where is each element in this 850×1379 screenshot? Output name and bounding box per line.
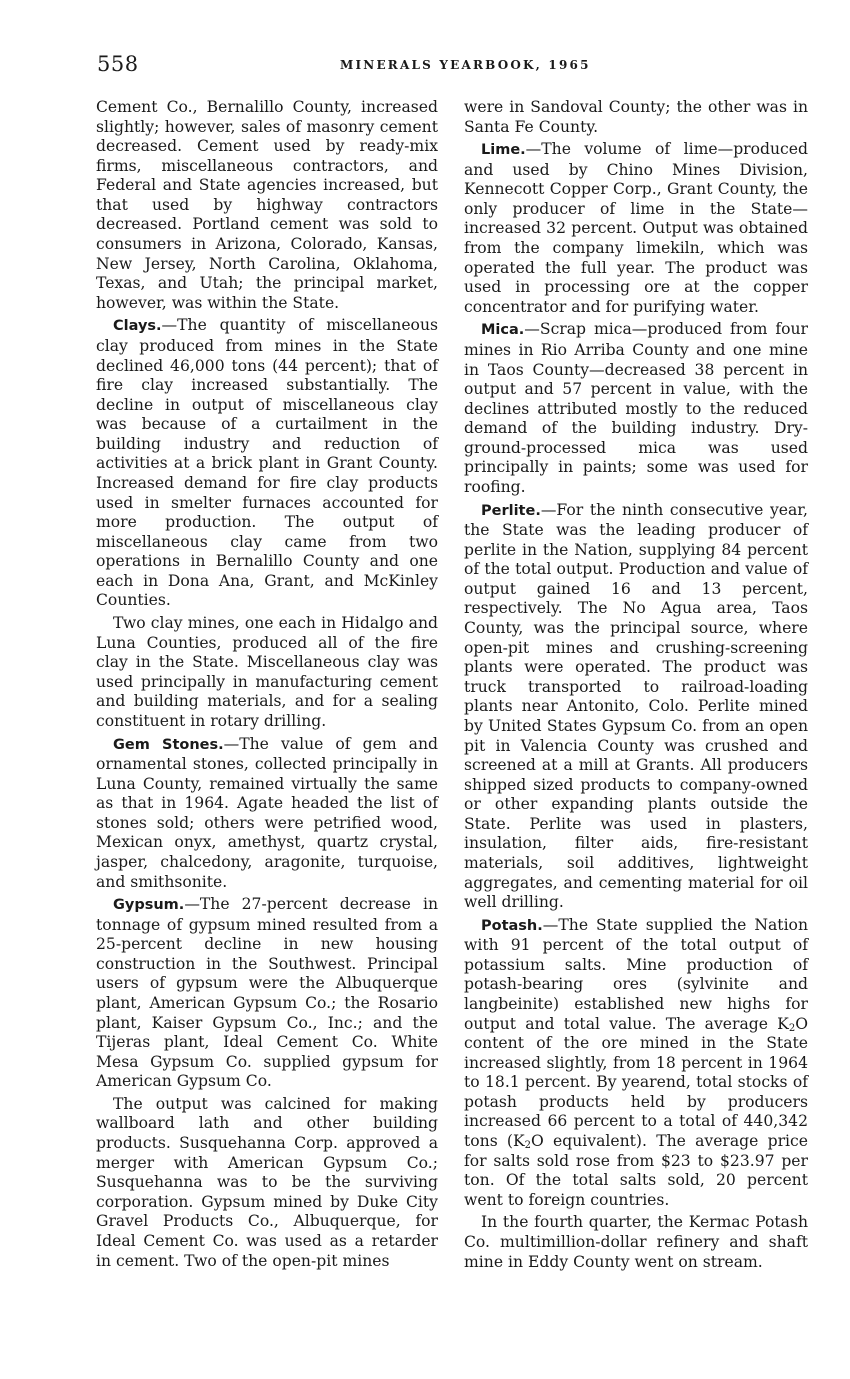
- gypsum-text: —The 27-percent decrease in tonnage of gypsum mined resulted from a 25-percent decline in new housing construction in the Southwest. Principal users of gypsum were the Albuquerque plant, American Gypsum Co.; the Rosario plant, Kaiser Gypsum Co., Inc.; and the Tijeras plant, Ideal Cement Co. White Mesa Gypsum Co. supplied gypsum for American Gypsum Co.: [96, 895, 438, 1091]
- gypsum-continuation: were in Sandoval County; the other was in Santa Fe County.: [464, 98, 808, 136]
- left-column: [96, 98, 438, 1271]
- mica-heading: Mica.: [481, 322, 525, 339]
- clays-paragraph-2: Two clay mines, one each in Hidalgo and Luna Counties, produced all of the fire clay in the State. Miscellaneous clay was used principally in manufacturing cement and building materials, and for a sealing constituent in rotary drilling.: [96, 614, 438, 730]
- lime-heading: Lime.: [481, 142, 526, 159]
- potash-subscript-2: 2: [524, 1140, 532, 1152]
- lime-paragraph: [464, 140, 808, 317]
- perlite-paragraph: [464, 501, 808, 913]
- gem-stones-text: —The value of gem and ornamental stones, collected principally in Luna County, remained virtually the same as that in 1964. Agate headed the list of stones sold; others were petrified wood, Mexican onyx, amethyst, quartz crystal, jasper, chalcedony, aragonite, turquoise, and smithsonite.: [96, 734, 439, 891]
- page-number: 558: [97, 52, 139, 76]
- right-column: [464, 98, 808, 1272]
- cement-continuation: Cement Co., Bernalillo County, increased slightly; however, sales of masonry cement decreased. Cement used by ready-mix firms, miscellaneous contractors, and Federal and State agencies increased, but that used by highway contractors decreased. Portland cement was sold to consumers in Arizona, Colorado, Kansas, New Jersey, North Carolina, Oklahoma, Texas, and Utah; the principal market, however, was within the State.: [96, 98, 438, 312]
- gypsum-paragraph-2: The output was calcined for making wallboard lath and other building products. Susquehanna Corp. approved a merger with American Gypsum Co.; Susquehanna was to be the surviving corporation. Gypsum mined by Duke City Gravel Products Co., Albuquerque, for Ideal Cement Co. was used as a retarder in cement. Two of the open-pit mines: [96, 1094, 438, 1270]
- gem-stones-paragraph: [96, 735, 438, 893]
- clays-text: —The quantity of miscellaneous clay produced from mines in the State declined 46,000 tons (44 percent); that of fire clay increased substantially. The decline in output of miscellaneous clay was because of a curtailment in the building industry and reduction of activities at a brick plant in Grant County. Increased demand for fire clay products used in smelter furnaces accounted for more production. The output of miscellaneous clay came from two operations in Bernalillo County and one each in Dona Ana, Grant, and McKinley Counties.: [96, 316, 438, 610]
- running-head: MINERALS YEARBOOK, 1965: [340, 58, 591, 72]
- gypsum-heading: Gypsum.: [113, 897, 185, 914]
- potash-heading: Potash.: [481, 917, 543, 934]
- potash-subscript-1: 2: [788, 1022, 796, 1034]
- potash-paragraph: [464, 916, 808, 1211]
- potash-text-b: O content of the ore mined in the State increased slightly, from 18 percent in 1964 to 18.1 percent. By yearend, total stocks of potash products held by producers increased 66 percent to a total of 440,342 tons (K: [464, 1014, 808, 1151]
- perlite-heading: Perlite.: [481, 502, 541, 519]
- mica-paragraph: [464, 320, 808, 497]
- clays-paragraph: [96, 316, 438, 611]
- lime-text: —The volume of lime—produced and used by Chino Mines Division, Kennecott Copper Corp., Grant County, the only producer of lime in the State—increased 32 percent. Output was obtained from the company limekiln, which was operated the full year. The product was used in processing ore at the copper concentrator and for purifying water.: [464, 140, 808, 316]
- gem-stones-heading: Gem Stones.: [113, 736, 224, 753]
- potash-paragraph-2: In the fourth quarter, the Kermac Potash Co. multimillion-dollar refinery and shaft mine in Eddy County went on stream.: [464, 1213, 808, 1271]
- clays-heading: Clays.: [113, 318, 162, 335]
- potash-text-c: O equivalent). The average price for salts sold rose from $23 to $23.97 per ton. Of the total salts sold, 20 percent went to foreign countries.: [464, 1132, 808, 1209]
- gypsum-paragraph: [96, 895, 438, 1092]
- potash-text-a: —The State supplied the Nation with 91 percent of the total output of potassium salts. Mine production of potash-bearing ores (sylvinite and langbeinite) established new highs for output and total value. The average K: [464, 915, 808, 1033]
- mica-text: —Scrap mica—produced from four mines in Rio Arriba County and one mine in Taos County—decreased 38 percent in output and 57 percent in value, with the declines attributed mostly to the reduced demand of the building industry. Dry-ground-processed mica was used principally in paints; some was used for roofing.: [464, 320, 808, 496]
- perlite-text: —For the ninth consecutive year, the State was the leading producer of perlite in the Nation, supplying 84 percent of the total output. Production and value of output gained 16 and 13 percent, respectively. The No Agua area, Taos County, was the principal source, where open-pit mines and crushing-screening plants were operated. The product was truck transported to railroad-loading plants near Antonito, Colo. Perlite mined by United States Gypsum Co. from an open pit in Valencia County was crushed and screened at a mill at Grants. All producers shipped sized products to company-owned or other expanding plants outside the State. Perlite was used in plasters, insulation, filter aids, fire-resistant materials, soil additives, lightweight aggregates, and cementing material for oil well drilling.: [464, 500, 808, 912]
